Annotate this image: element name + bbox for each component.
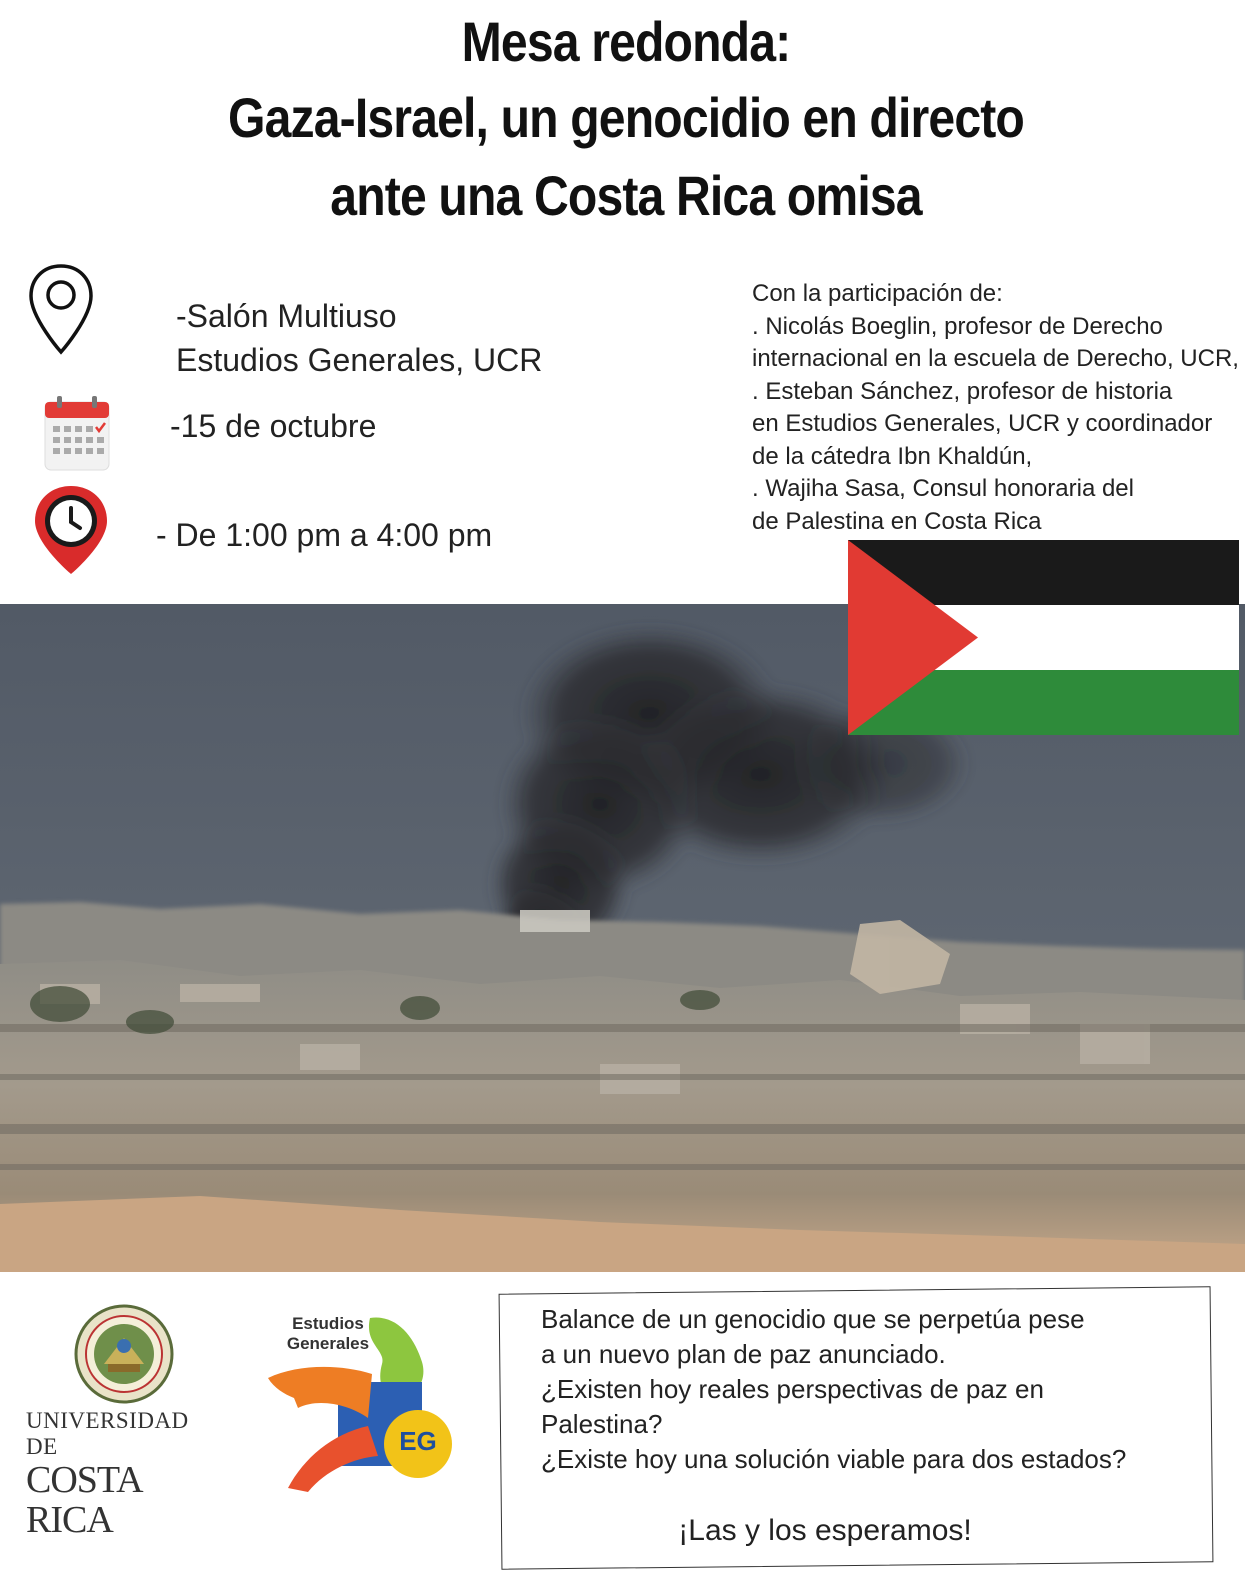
callout-line: ¿Existen hoy reales perspectivas de paz en (541, 1374, 1044, 1404)
callout-line: ¿Existe hoy una solución viable para dos estados? (541, 1444, 1127, 1474)
event-time: - De 1:00 pm a 4:00 pm (156, 517, 493, 553)
callout-line: a un nuevo plan de paz anunciado. (541, 1339, 946, 1369)
ucr-line-1: UNIVERSIDAD DE (26, 1408, 189, 1459)
participant-line: de la cátedra Ibn Khaldún, (752, 442, 1033, 470)
location-line-2: Estudios Generales, UCR (176, 342, 543, 378)
eg-label (268, 1314, 388, 1354)
title-line-1: Mesa redonda: (461, 10, 791, 73)
title-line-2: Gaza-Israel, un genocidio en directo (228, 86, 1024, 149)
participant-line: de Palestina en Costa Rica (752, 507, 1042, 535)
participants-list (752, 278, 1252, 538)
callout-line: Palestina? (541, 1409, 663, 1439)
callout-text (541, 1302, 1221, 1477)
ucr-wordmark (26, 1408, 226, 1540)
ucr-seal-logo (74, 1302, 174, 1406)
participant-line: . Nicolás Boeglin, profesor de Derecho (752, 312, 1163, 340)
eg-badge: EG (399, 1426, 437, 1456)
clock-pin-icon (32, 484, 110, 576)
ucr-line-2: COSTA RICA (26, 1459, 141, 1541)
participants-heading: Con la participación de: (752, 280, 1003, 307)
eg-label-line-2: Generales (286, 1334, 370, 1353)
title-line-3: ante una Costa Rica omisa (330, 164, 922, 227)
closing-message: ¡Las y los esperamos! (678, 1514, 972, 1547)
location-pin-icon (26, 262, 96, 358)
palestine-flag (848, 540, 1239, 735)
participant-line: . Esteban Sánchez, profesor de historia (752, 377, 1173, 405)
calendar-icon (43, 394, 111, 472)
participant-line: en Estudios Generales, UCR y coordinador (752, 410, 1213, 437)
participant-line: internacional en la escuela de Derecho, UCR, (752, 345, 1239, 372)
callout-line: Balance de un genocidio que se perpetúa pese (541, 1304, 1085, 1334)
eg-label-line-1: Estudios (292, 1314, 364, 1333)
participant-line: . Wajiha Sasa, Consul honoraria del (752, 475, 1134, 502)
event-date: -15 de octubre (170, 408, 377, 444)
location-line-1: -Salón Multiuso (176, 298, 397, 334)
